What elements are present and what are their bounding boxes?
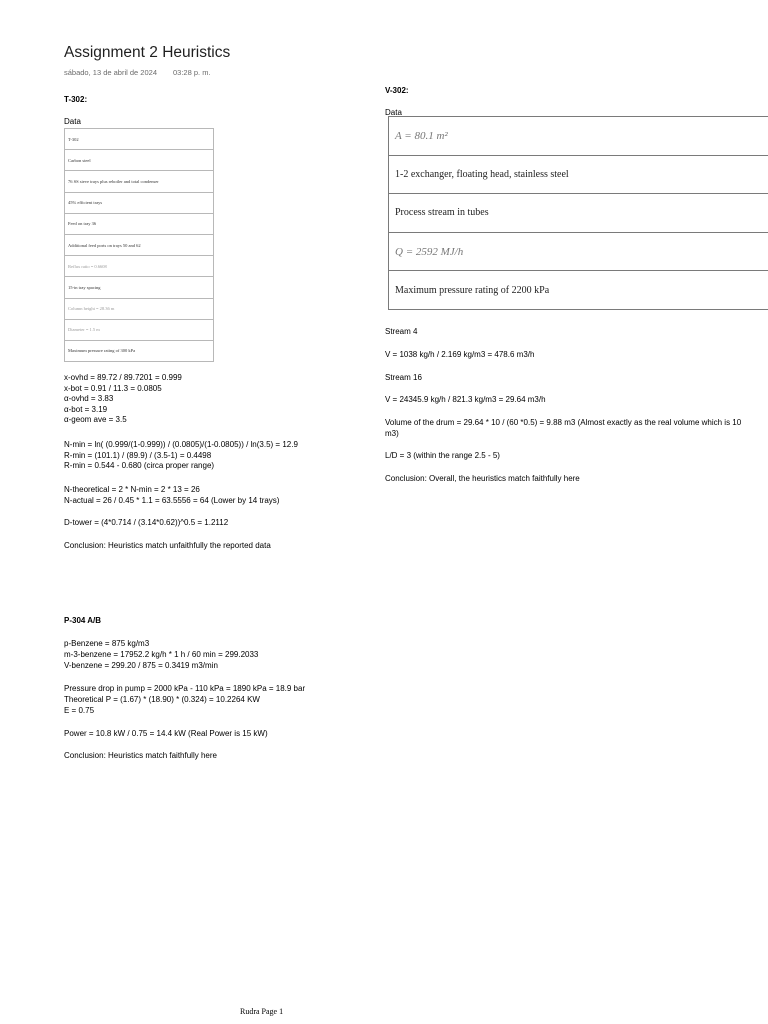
p304-conclusion: Conclusion: Heuristics match faithfully here bbox=[64, 751, 217, 760]
t302-line: N-min = ln( (0.999/(1-0.999)) / (0.0805)/(1-0.0805)) / ln(3.5) = 12.9 bbox=[64, 440, 298, 449]
p304-line: p-Benzene = 875 kg/m3 bbox=[64, 639, 150, 648]
table-cell: Maximum pressure rating of 300 kPa bbox=[65, 340, 214, 361]
table-row bbox=[389, 271, 768, 310]
v302-line: Volume of the drum = 29.64 * 10 / (60 *0.5) = 9.88 m3 (Almost exactly as the real volume which is 10 m3) bbox=[385, 418, 742, 438]
t302-line: α-geom ave = 3.5 bbox=[64, 415, 127, 424]
t302-line: x-ovhd = 89.72 / 89.7201 = 0.999 bbox=[64, 373, 182, 382]
p304-heading: P-304 A/B bbox=[64, 616, 102, 625]
t302-line: N-actual = 26 / 0.45 * 1.1 = 63.5556 = 64 (Lower by 14 trays) bbox=[64, 495, 280, 505]
v302-line: L/D = 3 (within the range 2.5 - 5) bbox=[385, 451, 500, 460]
page-title: Assignment 2 Heuristics bbox=[64, 44, 231, 61]
v302-heading: V-302: bbox=[385, 86, 409, 95]
page-date: sábado, 13 de abril de 2024 bbox=[64, 68, 157, 77]
table-cell: Maximum pressure rating of 2200 kPa bbox=[389, 271, 768, 310]
table-row bbox=[389, 117, 768, 156]
p304-line: Power = 10.8 kW / 0.75 = 14.4 kW (Real Power is 15 kW) bbox=[64, 729, 268, 738]
table-row bbox=[389, 232, 768, 271]
t302-line: D-tower = (4*0.714 / (3.14*0.62))^0.5 = 1.2112 bbox=[64, 517, 229, 527]
t302-line: α-bot = 3.19 bbox=[64, 404, 108, 414]
p304-line: Theoretical P = (1.67) * (18.90) * (0.324) = 10.2264 KW bbox=[64, 695, 260, 704]
table-row bbox=[65, 319, 214, 340]
table-cell: Column height = 28.36 m bbox=[65, 298, 214, 319]
v302-data-label: Data bbox=[385, 108, 402, 117]
table-row bbox=[65, 129, 214, 150]
t302-conclusion: Conclusion: Heuristics match unfaithfully the reported data bbox=[64, 540, 271, 550]
table-row bbox=[65, 277, 214, 298]
p304-line: E = 0.75 bbox=[64, 706, 95, 715]
table-cell: Feed on tray 36 bbox=[65, 213, 214, 234]
v302-conclusion: Conclusion: Overall, the heuristics match faithfully here bbox=[385, 474, 580, 483]
table-row bbox=[65, 298, 214, 319]
v302-line: V = 1038 kg/h / 2.169 kg/m3 = 478.6 m3/h bbox=[385, 350, 535, 359]
table-cell: Process stream in tubes bbox=[389, 194, 768, 233]
t302-data-table bbox=[64, 128, 214, 362]
table-row bbox=[65, 192, 214, 213]
table-cell: Q = 2592 MJ/h bbox=[389, 232, 768, 271]
page-footer: Rudra Page 1 bbox=[240, 1007, 284, 1016]
v302-data-table bbox=[388, 116, 768, 310]
page-date-time bbox=[64, 68, 211, 77]
p304-line: V-benzene = 299.20 / 875 = 0.3419 m3/min bbox=[64, 661, 218, 670]
table-row bbox=[65, 150, 214, 171]
t302-data-label: Data bbox=[64, 117, 81, 126]
table-cell: 45% efficient trays bbox=[65, 192, 214, 213]
t302-heading: T-302: bbox=[64, 95, 88, 104]
table-row bbox=[65, 256, 214, 277]
v302-line: V = 24345.9 kg/h / 821.3 kg/m3 = 29.64 m3/h bbox=[385, 395, 546, 404]
table-cell: Carbon steel bbox=[65, 150, 214, 171]
v302-line: Stream 16 bbox=[385, 373, 422, 382]
table-cell: Additional feed ports on trays 50 and 62 bbox=[65, 234, 214, 255]
table-cell: 76 SS sieve trays plus reboiler and total condenser bbox=[65, 171, 214, 192]
page-time: 03:28 p. m. bbox=[173, 68, 211, 77]
t302-line: R-min = 0.544 - 0.680 (circa proper range) bbox=[64, 461, 215, 470]
t302-line: x-bot = 0.91 / 11.3 = 0.0805 bbox=[64, 383, 162, 393]
p304-line: Pressure drop in pump = 2000 kPa - 110 kPa = 1890 kPa = 18.9 bar bbox=[64, 684, 306, 693]
table-row bbox=[65, 340, 214, 361]
table-cell: Reflux ratio = 0.6608 bbox=[65, 256, 214, 277]
table-cell: T-302 bbox=[65, 129, 214, 150]
v302-line: Stream 4 bbox=[385, 327, 418, 336]
table-cell: A = 80.1 m² bbox=[389, 117, 768, 156]
table-row bbox=[65, 171, 214, 192]
t302-line: N-theoretical = 2 * N-min = 2 * 13 = 26 bbox=[64, 485, 200, 494]
table-cell: 1-2 exchanger, floating head, stainless steel bbox=[389, 155, 768, 194]
table-cell: Diameter = 1.5 m bbox=[65, 319, 214, 340]
t302-line: α-ovhd = 3.83 bbox=[64, 394, 114, 403]
t302-line: R-min = (101.1) / (89.9) / (3.5-1) = 0.4498 bbox=[64, 450, 212, 460]
p304-line: m-3-benzene = 17952.2 kg/h * 1 h / 60 min = 299.2033 bbox=[64, 650, 259, 659]
table-row bbox=[65, 213, 214, 234]
table-row bbox=[389, 194, 768, 233]
table-cell: 15-in tray spacing bbox=[65, 277, 214, 298]
table-row bbox=[389, 155, 768, 194]
table-row bbox=[65, 234, 214, 255]
